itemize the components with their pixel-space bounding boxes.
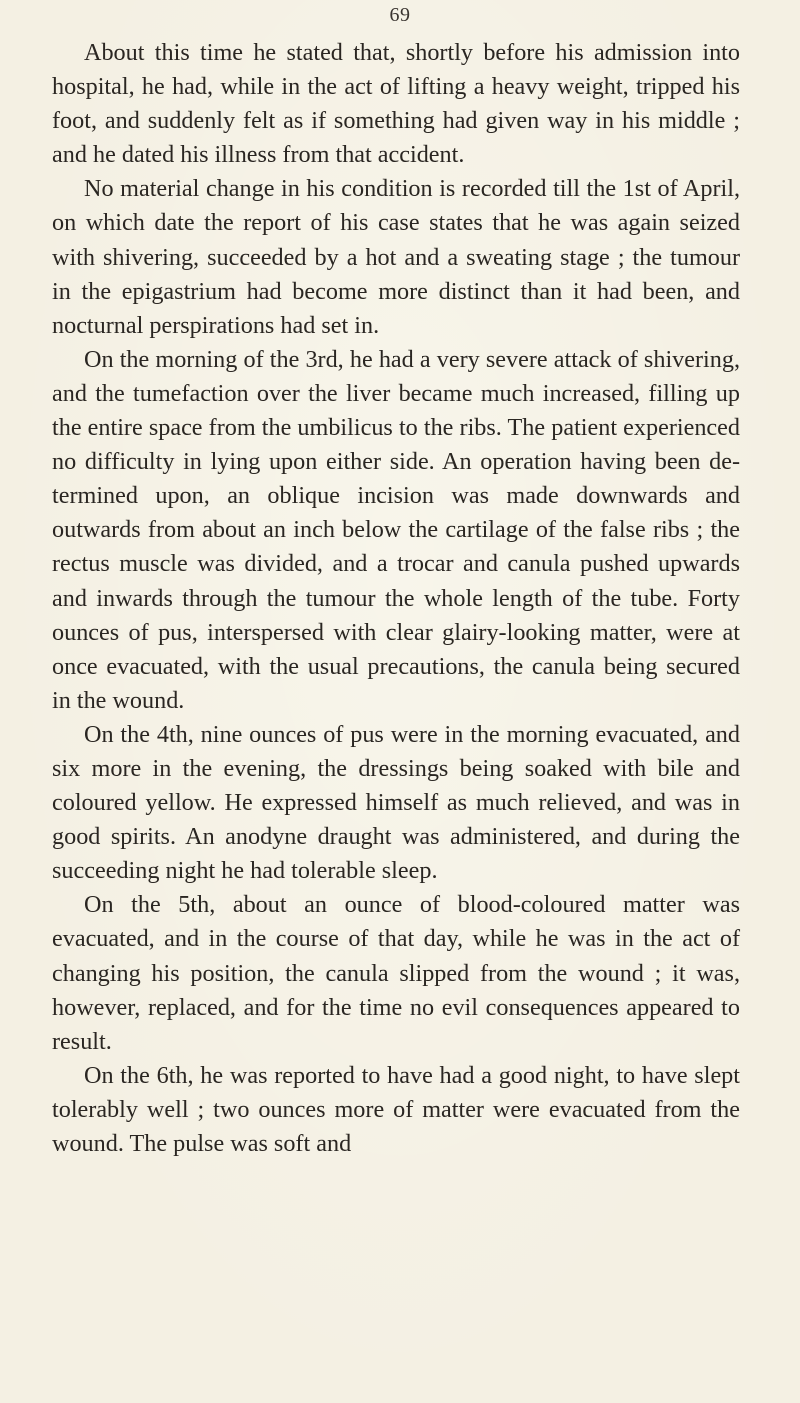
paragraph-2: No material change in his condition is recorded till the 1st of April, on which date the report of his case states that he was again seized with shivering, succeeded by a hot and a sweating stage ; the tumour in the epigastrium had become more distinct than it had been, and nocturnal perspirations had set in.: [52, 175, 740, 339]
page-number: 69: [389, 4, 411, 26]
paragraph-6: On the 6th, he was reported to have had a good night, to have slept tolerably well ; two ounces more of matter were evacuated from the wound. The pulse was soft and: [52, 1061, 740, 1157]
paragraph-4: On the 4th, nine ounces of pus were in the morning evacuated, and six more in the evening, the dressings being soaked with bile and coloured yellow. He expressed himself as much relieved, and was in good spirits. An anodyne draught was administered, and during the succeeding night he had tolerable sleep.: [52, 720, 740, 885]
paragraph-3: On the morning of the 3rd, he had a very severe attack of shivering, and the tumefaction over the liver became much increased, filling up the entire space from the umbilicus to the ribs. The patient experienced no difficulty in lying upon either side. An operation having been determined upon, an oblique incision was made downwards and outwards from about an inch below the cartilage of the false ribs ; the rectus muscle was divided, and a trocar and canula pushed upwards and inwards through the tumour the whole length of the tube. Forty ounces of pus, interspersed with clear glairy-looking matter, were at once evacuated, with the usual precautions, the canula being secured in the wound.: [52, 345, 740, 714]
paragraph-5: On the 5th, about an ounce of blood-coloured matter was evacuated, and in the course of that day, while he was in the act of changing his position, the canula slipped from the wound ; it was, however, replaced, and for the time no evil consequences appeared to result.: [52, 891, 740, 1055]
paragraph-1: About this time he stated that, shortly before his admission into hospital, he had, while in the act of lifting a heavy weight, tripped his foot, and suddenly felt as if something had given way in his middle ; and he dated his illness from that accident.: [52, 39, 740, 169]
body-text: [52, 36, 740, 1161]
